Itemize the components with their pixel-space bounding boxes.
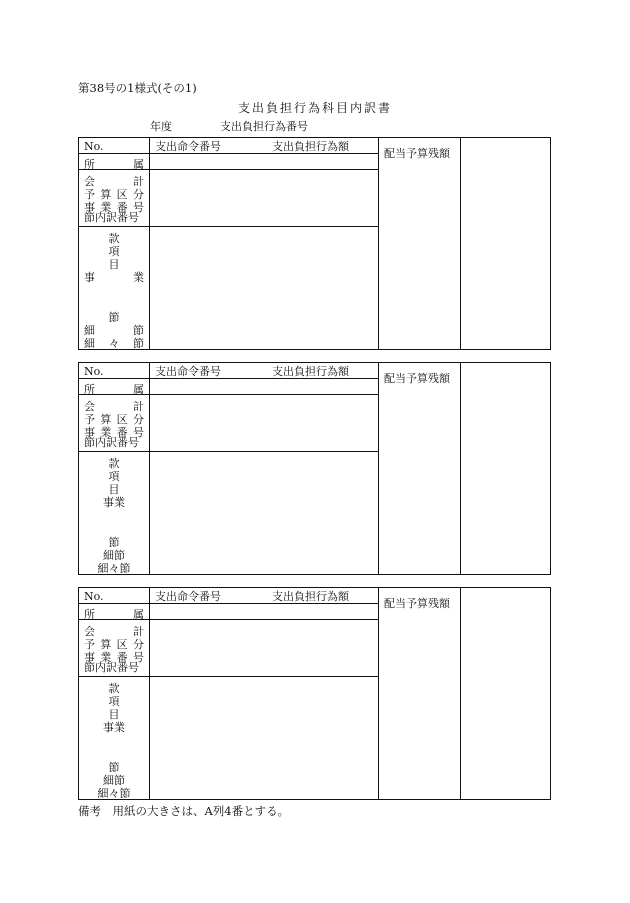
no-label: No. bbox=[84, 590, 104, 603]
setsu-label: 節 bbox=[108, 536, 120, 549]
remaining-budget-label: 配当予算残額 bbox=[384, 372, 450, 385]
moku-label: 目 bbox=[108, 258, 120, 271]
affiliation-label: 所 属 bbox=[84, 158, 144, 171]
fiscal-year-label: 年度 bbox=[150, 120, 172, 133]
project-number-label: 事 業 番 号 bbox=[84, 201, 144, 214]
setsu-label: 節 bbox=[108, 311, 120, 324]
footer-note: 備考 用紙の大きさは、A列4番とする。 bbox=[78, 804, 290, 818]
jigyou-label: 事 業 bbox=[84, 271, 144, 284]
commitment-number-label: 支出負担行為番号 bbox=[220, 120, 308, 133]
accounting-label: 会 計 bbox=[84, 175, 144, 188]
breakdown-block-1 bbox=[78, 137, 551, 350]
project-number-label: 事 業 番 号 bbox=[84, 426, 144, 439]
subsection-breakdown-label: 節内訳番号 bbox=[84, 661, 139, 674]
saisetsu-label: 細節 bbox=[103, 549, 125, 562]
form-number: 第38号の1様式(その1) bbox=[78, 81, 197, 95]
budget-class-label: 予 算 区 分 bbox=[84, 638, 144, 651]
remaining-budget-label: 配当予算残額 bbox=[384, 597, 450, 610]
affiliation-label: 所 属 bbox=[84, 608, 144, 621]
document-title: 支出負担行為科目内訳書 bbox=[237, 101, 392, 115]
payment-order-number-label: 支出命令番号 bbox=[155, 590, 221, 603]
kou-label: 項 bbox=[108, 470, 120, 483]
moku-label: 目 bbox=[108, 483, 120, 496]
payment-order-number-label: 支出命令番号 bbox=[155, 365, 221, 378]
setsu-label: 節 bbox=[108, 761, 120, 774]
accounting-label: 会 計 bbox=[84, 400, 144, 413]
project-number-label: 事 業 番 号 bbox=[84, 651, 144, 664]
affiliation-label: 所 属 bbox=[84, 383, 144, 396]
saisetsu-label: 細 節 bbox=[84, 324, 144, 337]
commitment-amount-label: 支出負担行為額 bbox=[272, 365, 349, 378]
no-label: No. bbox=[84, 140, 104, 153]
saisaisetsu-label: 細々節 bbox=[97, 562, 131, 575]
moku-label: 目 bbox=[108, 708, 120, 721]
no-label: No. bbox=[84, 365, 104, 378]
kan-label: 款 bbox=[108, 682, 120, 695]
saisetsu-label: 細節 bbox=[103, 774, 125, 787]
kan-label: 款 bbox=[108, 457, 120, 470]
subsection-breakdown-label: 節内訳番号 bbox=[84, 436, 139, 449]
breakdown-block-2 bbox=[78, 362, 551, 575]
budget-class-label: 予 算 区 分 bbox=[84, 188, 144, 201]
remaining-budget-label: 配当予算残額 bbox=[384, 147, 450, 160]
kan-label: 款 bbox=[108, 232, 120, 245]
budget-class-label: 予 算 区 分 bbox=[84, 413, 144, 426]
payment-order-number-label: 支出命令番号 bbox=[155, 140, 221, 153]
kou-label: 項 bbox=[108, 695, 120, 708]
kou-label: 項 bbox=[108, 245, 120, 258]
commitment-amount-label: 支出負担行為額 bbox=[272, 590, 349, 603]
accounting-label: 会 計 bbox=[84, 625, 144, 638]
jigyou-label: 事業 bbox=[103, 721, 125, 734]
saisaisetsu-label: 細 々 節 bbox=[84, 337, 144, 350]
jigyou-label: 事業 bbox=[103, 496, 125, 509]
subsection-breakdown-label: 節内訳番号 bbox=[84, 211, 139, 224]
breakdown-block-3 bbox=[78, 587, 551, 800]
commitment-amount-label: 支出負担行為額 bbox=[272, 140, 349, 153]
saisaisetsu-label: 細々節 bbox=[97, 787, 131, 800]
